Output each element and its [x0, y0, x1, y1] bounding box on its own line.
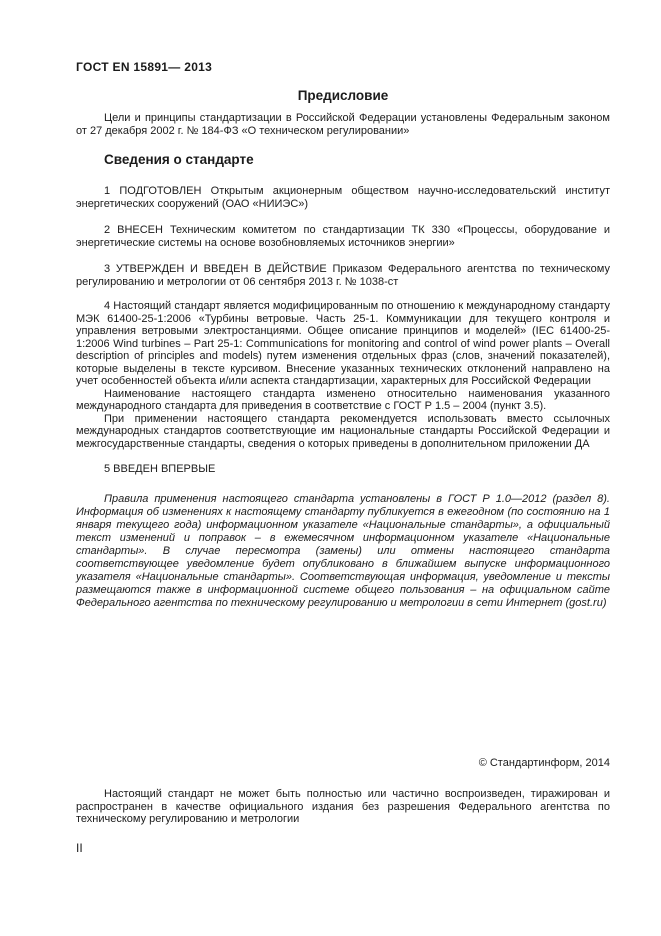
- item-1-prepared-by: 1 ПОДГОТОВЛЕН Открытым акционерным обществом научно-исследовательский институт энергетических сооружений (ОАО «НИИЭС»): [76, 185, 610, 210]
- copyright-line: © Стандартинформ, 2014: [478, 757, 610, 769]
- standard-info-heading: Сведения о стандарте: [104, 152, 254, 167]
- item-2-submitted-by: 2 ВНЕСЕН Техническим комитетом по стандартизации ТК 330 «Процессы, оборудование и энергетические системы на основе возобновляемых источников энергии»: [76, 224, 610, 249]
- item-4-modified-standard: 4 Настоящий стандарт является модифицированным по отношению к международному стандарту МЭК 61400-25-1:2006 «Турбины ветровые. Часть 25-1. Коммуникации для текущего контроля и управления ветровыми электростанциями. Общее описание принципов и моделей» (IEC 61400-25-1:2006 Wind turbines – Part 25-1: Communications for monitoring and control of wind power plants – Overall description of principles and models) путем изменения отдельных фраз (слов, значений показателей), которые выделены в тексте курсивом. Внесение указанных технических отклонений направлено на учет особенностей объекта и/или аспекта стандартизации, характерных для Российской Федерации: [76, 300, 610, 387]
- item-4-application-note: При применении настоящего стандарта рекомендуется использовать вместо ссылочных международных стандартов соответствующие им национальные стандарты Российской Федерации и межгосударственные стандарты, сведения о которых приведены в дополнительном приложении ДА: [76, 412, 610, 450]
- application-rules-note: Правила применения настоящего стандарта установлены в ГОСТ Р 1.0—2012 (раздел 8). Информация об изменениях к настоящему стандарту публикуется в ежегодном (по состоянию на 1 января текущего года) информационном указателе «Национальные стандарты», а официальный текст изменений и поправок – в ежемесячном информационном указателе «Национальные стандарты». В случае пересмотра (замены) или отмены настоящего стандарта соответствующее уведомление будет опубликовано в ближайшем выпуске информационного указателя «Национальные стандарты». Соответствующая информация, уведомление и тексты размещаются также в информационной системе общего пользования – на официальном сайте Федерального агентства по техническому регулированию и метрологии в сети Интернет (gost.ru): [76, 492, 610, 609]
- item-4-renaming-note: Наименование настоящего стандарта изменено относительно наименования указанного международного стандарта для приведения в соответствие с ГОСТ Р 1.5 – 2004 (пункт 3.5).: [76, 387, 610, 412]
- item-5-first-introduced: 5 ВВЕДЕН ВПЕРВЫЕ: [104, 463, 216, 475]
- page-number: II: [76, 840, 83, 855]
- item-3-approved: 3 УТВЕРЖДЕН И ВВЕДЕН В ДЕЙСТВИЕ Приказом Федерального агентства по техническому регулированию и метрологии от 06 сентября 2013 г. № 1038-ст: [76, 263, 610, 288]
- document-content: [76, 0, 610, 610]
- page-footer: [76, 757, 610, 855]
- document-designation: ГОСТ EN 15891— 2013: [76, 60, 213, 74]
- reproduction-restriction-note: Настоящий стандарт не может быть полностью или частично воспроизведен, тиражирован и распространен в качестве официального издания без разрешения Федерального агентства по техническому регулированию и метрологии: [76, 788, 610, 825]
- intro-paragraph: Цели и принципы стандартизации в Российской Федерации установлены Федеральным законом от 27 декабря 2002 г. № 184-ФЗ «О техническом регулировании»: [76, 112, 610, 137]
- foreword-title: Предисловие: [297, 88, 389, 103]
